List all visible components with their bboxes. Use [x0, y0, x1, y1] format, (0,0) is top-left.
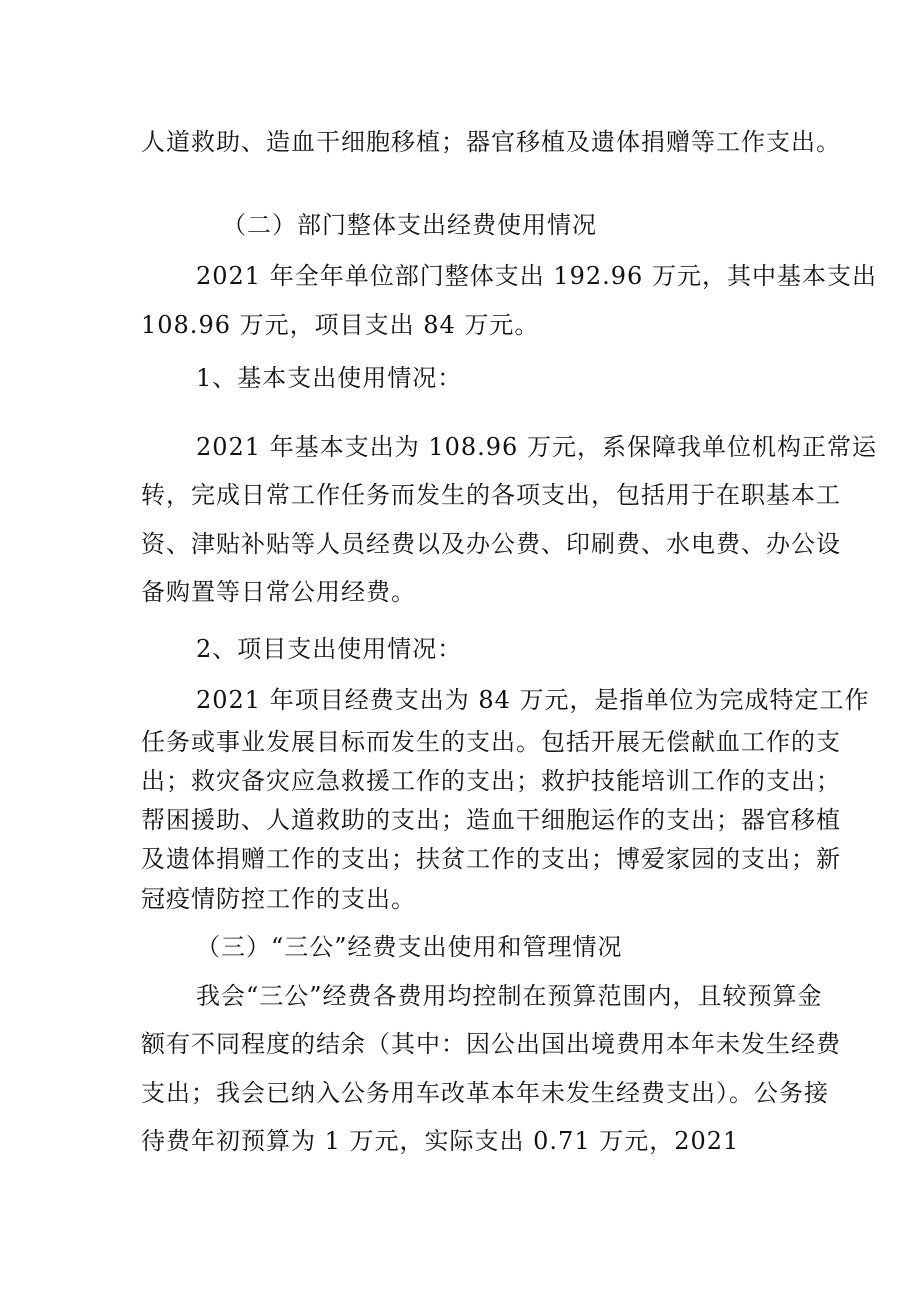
paragraph-line: 转，完成日常工作任务而发生的各项支出，包括用于在职基本工: [141, 481, 841, 509]
paragraph-line: 支出；我会已纳入公务用车改革本年未发生经费支出）。公务接: [141, 1079, 829, 1107]
paragraph-line: 108.96 万元，项目支出 84 万元。: [141, 311, 540, 339]
paragraph-line: 额有不同程度的结余（其中：因公出国出境费用本年未发生经费: [141, 1030, 841, 1058]
paragraph-line: 及遗体捐赠工作的支出；扶贫工作的支出；博爱家园的支出；新: [141, 845, 841, 873]
paragraph-line: 任务或事业发展目标而发生的支出。包括开展无偿献血工作的支: [141, 728, 841, 756]
paragraph-line: 出；救灾备灾应急救援工作的支出；救护技能培训工作的支出；: [141, 767, 841, 795]
paragraph-line: 我会“三公”经费各费用均控制在预算范围内，且较预算金: [196, 982, 823, 1010]
paragraph-line: 2021 年全年单位部门整体支出 192.96 万元，其中基本支出: [196, 262, 877, 290]
subsection-heading: 2、项目支出使用情况：: [196, 635, 463, 663]
subsection-heading: 1、基本支出使用情况：: [196, 364, 463, 392]
section-heading: （三）“三公”经费支出使用和管理情况: [196, 933, 623, 961]
paragraph-line: 帮困援助、人道救助的支出；造血干细胞运作的支出；器官移植: [141, 806, 841, 834]
paragraph-line: 人道救助、造血干细胞移植；器官移植及遗体捐赠等工作支出。: [141, 128, 841, 156]
paragraph-line: 待费年初预算为 1 万元，实际支出 0.71 万元，2021: [141, 1127, 740, 1155]
paragraph-line: 备购置等日常公用经费。: [141, 578, 416, 606]
paragraph-line: 资、津贴补贴等人员经费以及办公费、印刷费、水电费、办公设: [141, 530, 841, 558]
section-heading: （二）部门整体支出经费使用情况: [222, 211, 597, 239]
paragraph-line: 2021 年项目经费支出为 84 万元，是指单位为完成特定工作: [196, 686, 870, 714]
paragraph-line: 2021 年基本支出为 108.96 万元，系保障我单位机构正常运: [196, 433, 877, 461]
paragraph-line: 冠疫情防控工作的支出。: [141, 885, 416, 913]
